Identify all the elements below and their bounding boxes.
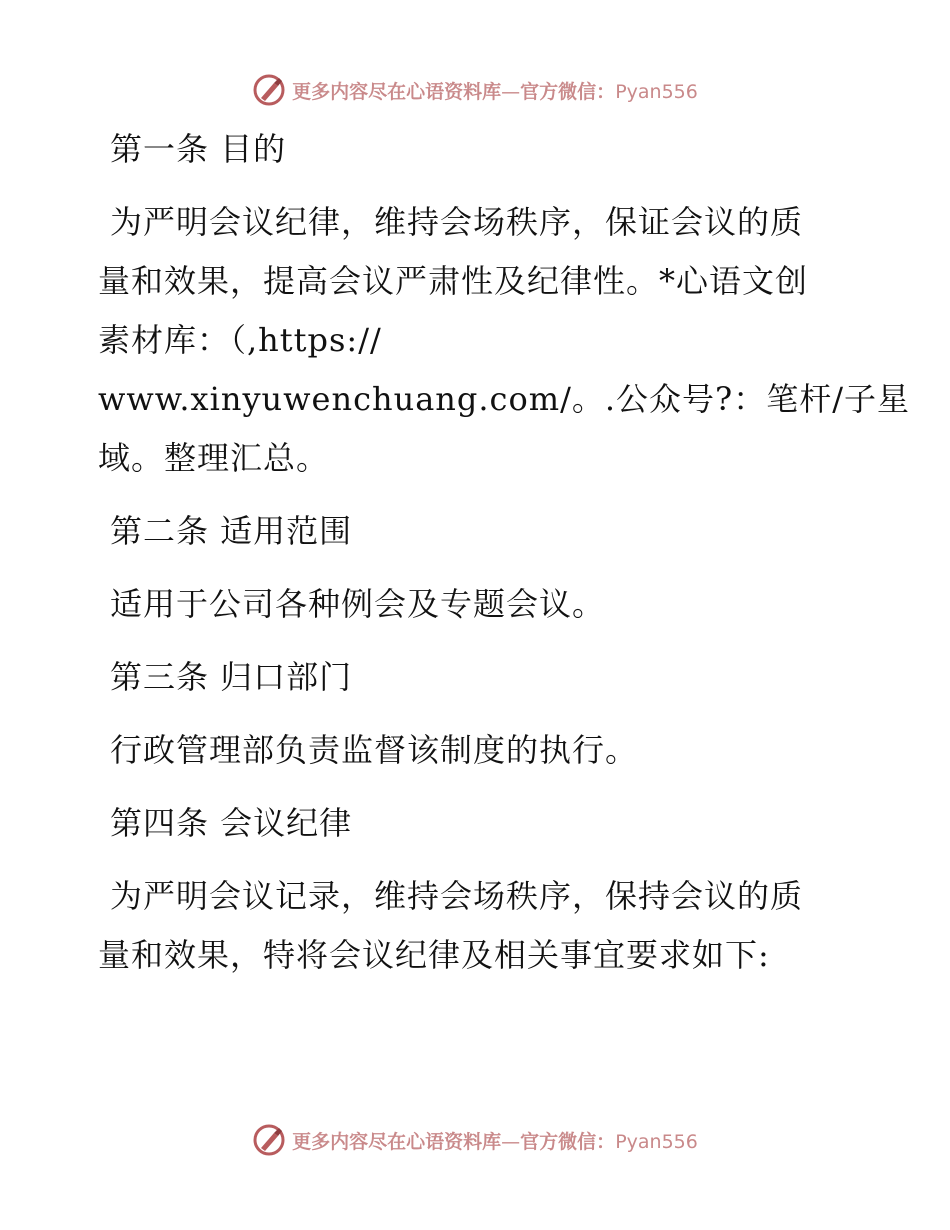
section-1-title: 第一条 目的 [110,130,287,168]
pen-logo-icon [252,73,286,107]
section-4-paragraph-line: 为严明会议记录，维持会场秩序，保持会议的质 [110,877,804,915]
footer-banner [0,1120,950,1160]
section-1-paragraph-line: 量和效果，提高会议严肃性及纪律性。*心语文创 [98,262,809,300]
section-3-paragraph: 行政管理部负责监督该制度的执行。 [110,731,639,769]
pen-logo-icon [252,1123,286,1157]
section-1-paragraph-line: 素材库：（,https:// [98,321,382,359]
section-1-paragraph-line: www.xinyuwenchuang.com/。.公众号?：笔杆/子星 [98,380,910,418]
section-2-paragraph: 适用于公司各种例会及专题会议。 [110,585,606,623]
section-4-paragraph-line: 量和效果，特将会议纪律及相关事宜要求如下: [98,936,770,974]
section-1-paragraph-line: 为严明会议纪律，维持会场秩序，保证会议的质 [110,203,804,241]
section-1-paragraph-line: 域。整理汇总。 [98,439,330,477]
banner-text: 更多内容尽在心语资料库—官方微信：Pyan556 [292,80,698,103]
header-banner [0,70,950,110]
section-3-title: 第三条 归口部门 [110,658,353,696]
section-4-title: 第四条 会议纪律 [110,804,353,842]
banner-text: 更多内容尽在心语资料库—官方微信：Pyan556 [292,1130,698,1153]
section-2-title: 第二条 适用范围 [110,512,353,550]
document-body [98,120,910,985]
